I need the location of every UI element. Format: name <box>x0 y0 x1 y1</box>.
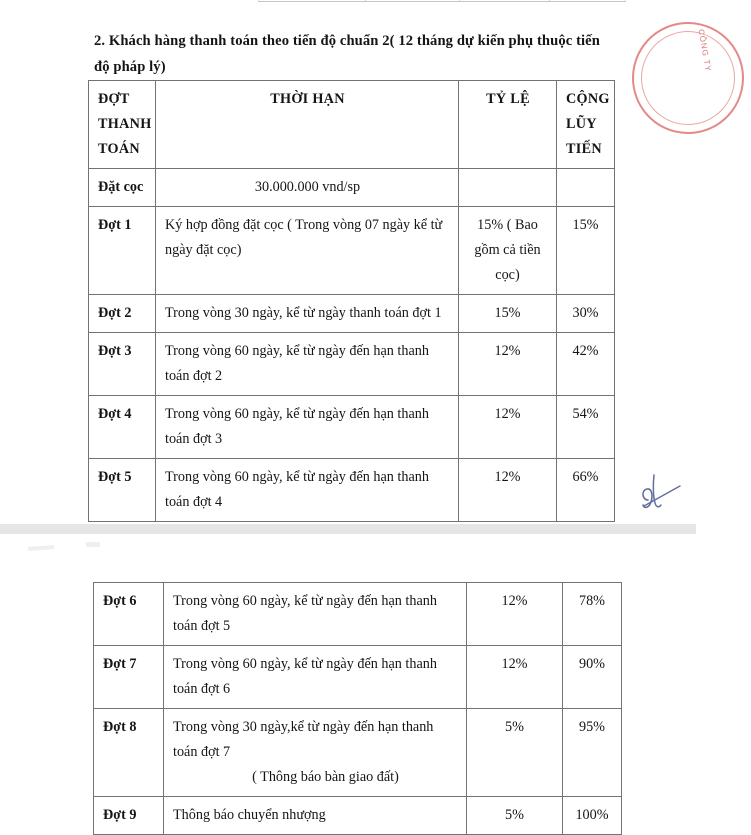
term-text: Trong vòng 30 ngày,kể từ ngày đến hạn thanh toán đợt 7 <box>173 719 434 760</box>
cell-cumulative: 30% <box>557 295 615 333</box>
table-row <box>94 709 622 797</box>
table-row <box>94 583 622 646</box>
table-header-row <box>89 81 615 169</box>
cell-rate <box>459 169 557 207</box>
table-row <box>89 459 615 522</box>
cell-term <box>164 709 467 797</box>
cell-cumulative: 78% <box>563 583 622 646</box>
table-divider <box>365 0 366 1</box>
document-page-two <box>0 534 696 834</box>
header-cell-installment <box>89 81 156 169</box>
handwritten-signature-icon <box>636 470 688 516</box>
cell-rate: 15% <box>459 295 557 333</box>
cell-rate: 12% <box>459 396 557 459</box>
cell-term: Trong vòng 60 ngày, kể từ ngày đến hạn thanh toán đợt 4 <box>156 459 459 522</box>
cell-rate: 5% <box>467 797 563 835</box>
cell-installment: Đợt 7 <box>94 646 164 709</box>
scan-artifact <box>86 542 100 547</box>
table-row <box>89 396 615 459</box>
cell-term: Trong vòng 30 ngày, kể từ ngày thanh toán đợt 1 <box>156 295 459 333</box>
cell-cumulative: 90% <box>563 646 622 709</box>
cell-installment: Đặt cọc <box>89 169 156 207</box>
previous-table-bottom-edge <box>258 0 626 2</box>
cell-rate: 5% <box>467 709 563 797</box>
payment-schedule-table-page-two <box>93 582 622 835</box>
cell-cumulative <box>557 169 615 207</box>
header-cell-cumulative <box>557 81 615 169</box>
header-line: CỘNG <box>566 91 610 107</box>
cell-rate: 12% <box>459 459 557 522</box>
cell-rate: 12% <box>467 583 563 646</box>
handover-note: ( Thông báo bàn giao đất) <box>252 769 399 785</box>
cell-installment: Đợt 8 <box>94 709 164 797</box>
cell-cumulative: 100% <box>563 797 622 835</box>
cell-installment: Đợt 4 <box>89 396 156 459</box>
cell-term: Thông báo chuyển nhượng <box>164 797 467 835</box>
stamp-text: CÔNG TY <box>696 28 713 73</box>
cell-installment: Đợt 5 <box>89 459 156 522</box>
cell-term <box>156 169 459 207</box>
cell-installment: Đợt 9 <box>94 797 164 835</box>
table-row <box>89 333 615 396</box>
cell-installment: Đợt 3 <box>89 333 156 396</box>
cell-rate: 15% ( Bao gồm cả tiền cọc) <box>459 207 557 295</box>
page-separator <box>0 524 696 534</box>
header-line: ĐỢT <box>98 91 130 107</box>
header-line: LŨY <box>566 116 597 132</box>
table-row <box>94 797 622 835</box>
table-divider <box>549 0 550 1</box>
table-row <box>94 646 622 709</box>
official-stamp-icon <box>625 15 751 141</box>
header-line: TOÁN <box>98 141 140 157</box>
cell-term: Trong vòng 60 ngày, kể từ ngày đến hạn thanh toán đợt 6 <box>164 646 467 709</box>
payment-schedule-table-page-one <box>88 80 615 522</box>
cell-installment: Đợt 2 <box>89 295 156 333</box>
cell-rate: 12% <box>459 333 557 396</box>
header-line: TIẾN <box>566 141 602 157</box>
scan-artifact <box>28 545 54 551</box>
table-divider <box>459 0 460 1</box>
cell-rate: 12% <box>467 646 563 709</box>
table-row-deposit <box>89 169 615 207</box>
deposit-amount: 30.000.000 vnd/sp <box>254 179 361 195</box>
cell-installment: Đợt 6 <box>94 583 164 646</box>
header-cell-rate: TỶ LỆ <box>459 81 557 169</box>
header-line: THANH <box>98 116 152 132</box>
section-heading: 2. Khách hàng thanh toán theo tiến độ chuẩn 2( 12 tháng dự kiến phụ thuộc tiến độ pháp lý) <box>94 33 600 75</box>
cell-term: Trong vòng 60 ngày, kể từ ngày đến hạn thanh toán đợt 5 <box>164 583 467 646</box>
cell-term: Trong vòng 60 ngày, kể từ ngày đến hạn thanh toán đợt 3 <box>156 396 459 459</box>
cell-cumulative: 95% <box>563 709 622 797</box>
cell-cumulative: 66% <box>557 459 615 522</box>
table-row <box>89 295 615 333</box>
cell-cumulative: 15% <box>557 207 615 295</box>
cell-cumulative: 54% <box>557 396 615 459</box>
cell-term: Trong vòng 60 ngày, kể từ ngày đến hạn thanh toán đợt 2 <box>156 333 459 396</box>
cell-cumulative: 42% <box>557 333 615 396</box>
cell-term: Ký hợp đồng đặt cọc ( Trong vòng 07 ngày kể từ ngày đặt cọc) <box>156 207 459 295</box>
table-row <box>89 207 615 295</box>
header-cell-term: THỜI HẠN <box>156 81 459 169</box>
cell-installment: Đợt 1 <box>89 207 156 295</box>
